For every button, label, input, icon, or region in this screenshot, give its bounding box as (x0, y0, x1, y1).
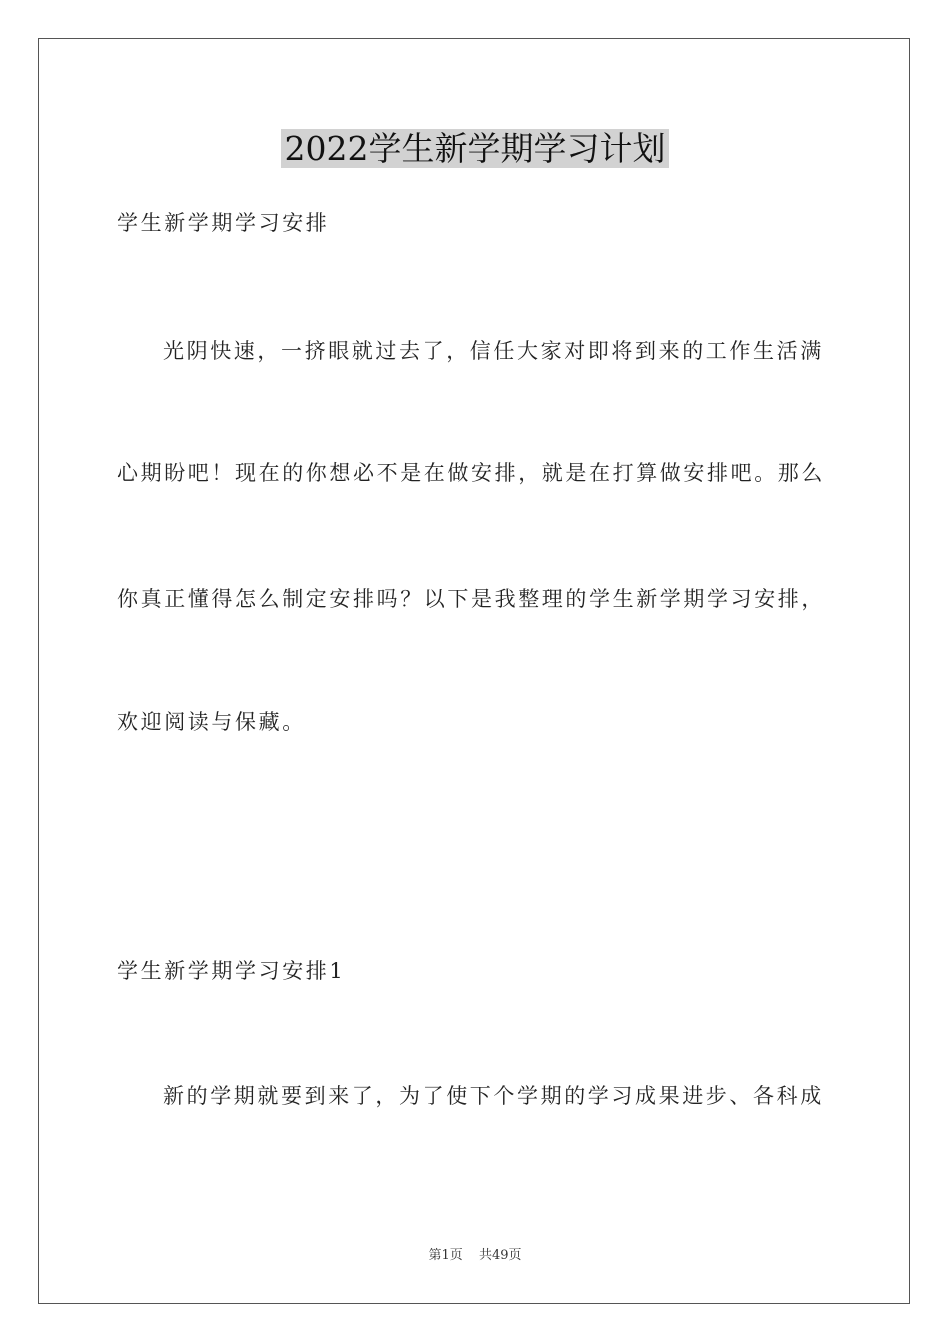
document-title-text: 2022学生新学期学习计划 (281, 129, 670, 168)
page-number: 第1页 (428, 1248, 463, 1263)
document-title (0, 128, 950, 170)
section-heading: 学生新学期学习安排1 (117, 959, 346, 983)
page-count: 共49页 (478, 1248, 522, 1263)
paragraph-line: 欢迎阅读与保藏。 (117, 710, 306, 734)
paragraph-line: 心期盼吧！现在的你想必不是在做安排，就是在打算做安排吧。那么 (117, 461, 825, 485)
paragraph-line: 光阴快速，一挤眼就过去了，信任大家对即将到来的工作生活满 (163, 339, 824, 363)
paragraph-line: 你真正懂得怎么制定安排吗？以下是我整理的学生新学期学习安排， (117, 587, 825, 611)
page-footer (0, 1246, 950, 1266)
paragraph-line: 新的学期就要到来了，为了使下个学期的学习成果进步、各科成 (163, 1084, 824, 1108)
section-heading: 学生新学期学习安排 (117, 211, 330, 235)
